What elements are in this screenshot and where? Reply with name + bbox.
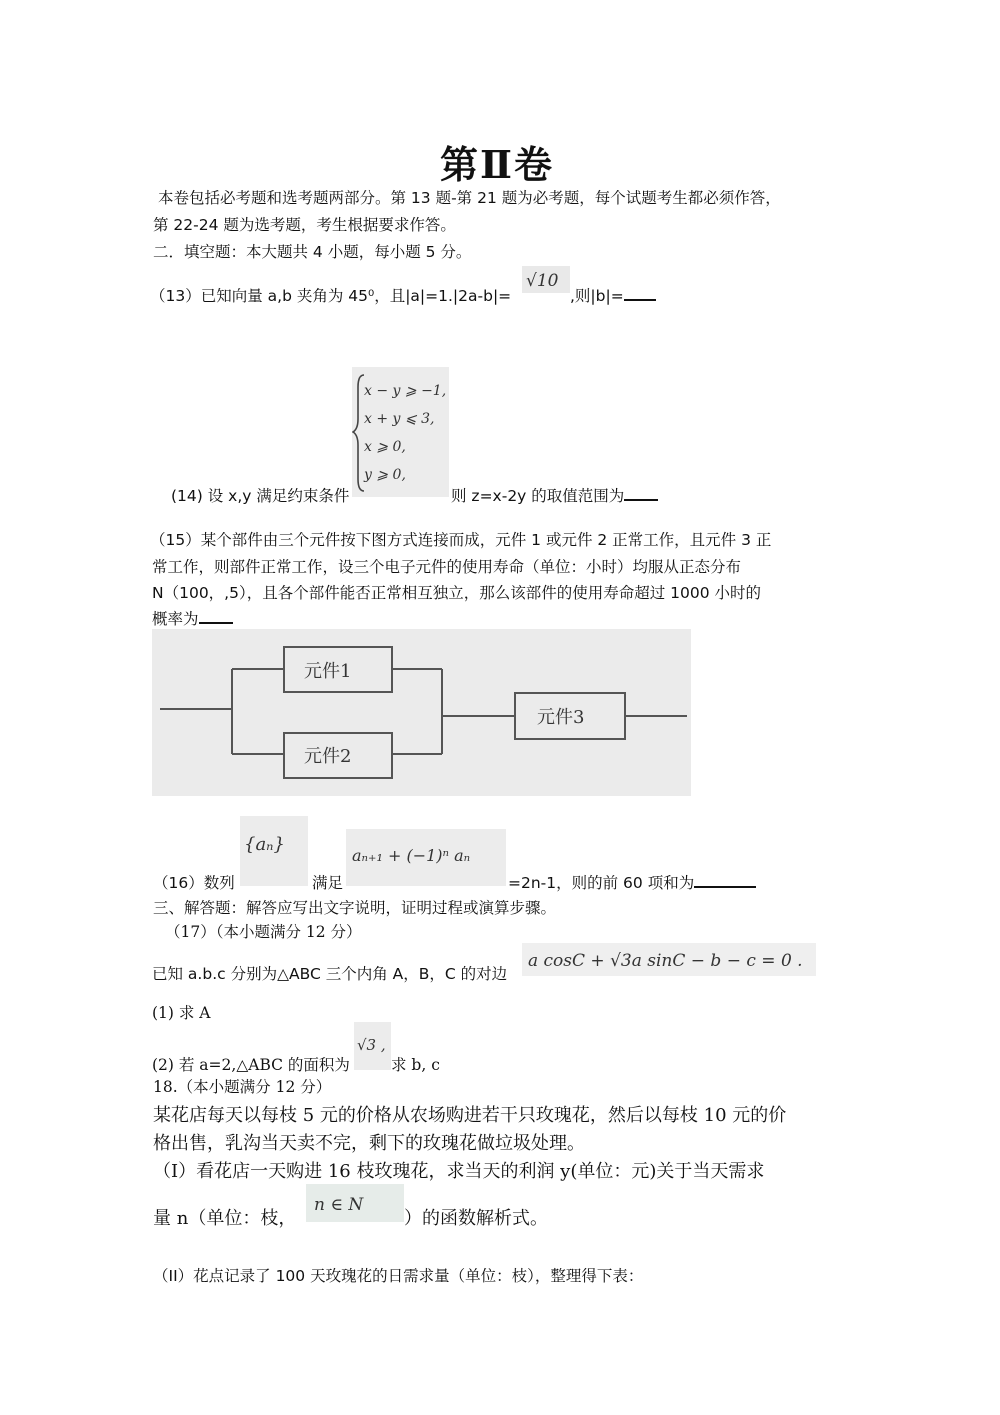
q14-post-label: 则 z=x-2y 的取值范围为 [451, 487, 625, 505]
q16-recurrence-image [346, 829, 506, 886]
q13-answer-blank [624, 285, 656, 301]
q13-text-pre: （13）已知向量 a,b 夹角为 45⁰，且|a|=1.|2a-b|= [150, 287, 512, 305]
q18-set-formula: n ∈ N [314, 1195, 364, 1215]
q18-line-4-post: ）的函数解析式。 [404, 1208, 548, 1229]
intro-line-1: 本卷包括必考题和选考题两部分。第 13 题-第 21 题为必考题，每个试题考生都必须作答， [158, 189, 781, 207]
q17-text: 已知 a.b.c 分别为△ABC 三个内角 A，B，C 的对边 [152, 965, 508, 983]
q14-text-pre: (14) 设 x,y 满足约束条件 [171, 487, 350, 505]
q17-area-formula: √3 , [357, 1036, 386, 1054]
q15-circuit-diagram [152, 629, 691, 796]
q14-constraint-1: x − y ⩾ −1, [364, 383, 447, 399]
q18-line-4-pre: 量 n（单位：枝， [153, 1208, 297, 1229]
q18-header: 18.（本小题满分 12 分） [153, 1078, 332, 1096]
q18-line-2: 格出售，乳沟当天卖不完，剩下的玫瑰花做垃圾处理。 [153, 1133, 585, 1154]
q17-area-formula-image [354, 1022, 391, 1070]
q13-formula-image [522, 266, 570, 293]
q16-post-label: =2n-1，则的前 60 项和为 [508, 874, 695, 892]
circuit-element-1-label: 元件1 [304, 661, 352, 682]
q16-rec-formula: aₙ₊₁ + (−1)ⁿ aₙ [352, 846, 471, 865]
q17-header: （17）（本小题满分 12 分） [165, 923, 362, 941]
q16-text-mid: 满足 [312, 874, 344, 892]
q15-line-2: 常工作，则部件正常工作，设三个电子元件的使用寿命（单位：小时）均服从正态分布 [152, 558, 742, 576]
q17-formula: a cosC + √3a sinC − b − c = 0 . [528, 951, 803, 971]
q16-text-post [508, 871, 756, 893]
q14-constraint-2: x + y ⩽ 3, [364, 411, 435, 427]
intro-line-2: 第 22-24 题为选考题，考生根据要求作答。 [153, 216, 456, 234]
q16-answer-blank [694, 872, 756, 888]
q15-line-4-label: 概率为 [152, 610, 199, 628]
q16-text-pre: （16）数列 [153, 874, 235, 892]
q14-constraint-4: y ⩾ 0, [364, 467, 406, 483]
q17-part-2-pre: (2) 若 a=2,△ABC 的面积为 [152, 1056, 350, 1074]
q17-part-1: (1) 求 A [152, 1004, 211, 1022]
q17-part-2-post: 求 b, c [391, 1056, 440, 1074]
q16-sequence-image [240, 816, 308, 886]
q14-constraints-image [352, 367, 449, 497]
q15-line-1: （15）某个部件由三个元件按下图方式连接而成，元件 1 或元件 2 正常工作，且元件 3 正 [150, 531, 772, 549]
circuit-element-3-label: 元件3 [537, 707, 585, 728]
q14-constraint-3: x ⩾ 0, [364, 439, 406, 455]
q15-line-4 [152, 607, 233, 629]
q18-part-2: （ⅠⅠ）花点记录了 100 天玫瑰花的日需求量（单位：枝），整理得下表： [153, 1267, 644, 1285]
q13-text-post [570, 284, 656, 306]
section-3-heading: 三、解答题：解答应写出文字说明，证明过程或演算步骤。 [153, 899, 557, 917]
q18-set-formula-image [306, 1184, 404, 1222]
q14-answer-blank [624, 485, 658, 501]
q17-formula-image [522, 943, 816, 976]
page-title: 第Ⅱ卷 [440, 142, 555, 187]
q14-text-post [451, 484, 658, 506]
q13-post-label: ,则|b|= [570, 287, 624, 305]
circuit-element-2-label: 元件2 [304, 746, 352, 767]
section-2-heading: 二．填空题：本大题共 4 小题，每小题 5 分。 [153, 243, 472, 261]
q18-line-3: （Ⅰ）看花店一天购进 16 枝玫瑰花，求当天的利润 y(单位：元)关于当天需求 [153, 1161, 765, 1182]
q15-line-3: N（100，,5），且各个部件能否正常相互独立，那么该部件的使用寿命超过 1000 小时的 [152, 584, 762, 602]
q13-formula: √10 [526, 271, 559, 291]
q16-seq-formula: {aₙ} [244, 834, 285, 855]
q18-line-1: 某花店每天以每枝 5 元的价格从农场购进若干只玫瑰花，然后以每枝 10 元的价 [153, 1105, 787, 1126]
q15-answer-blank [199, 608, 233, 624]
